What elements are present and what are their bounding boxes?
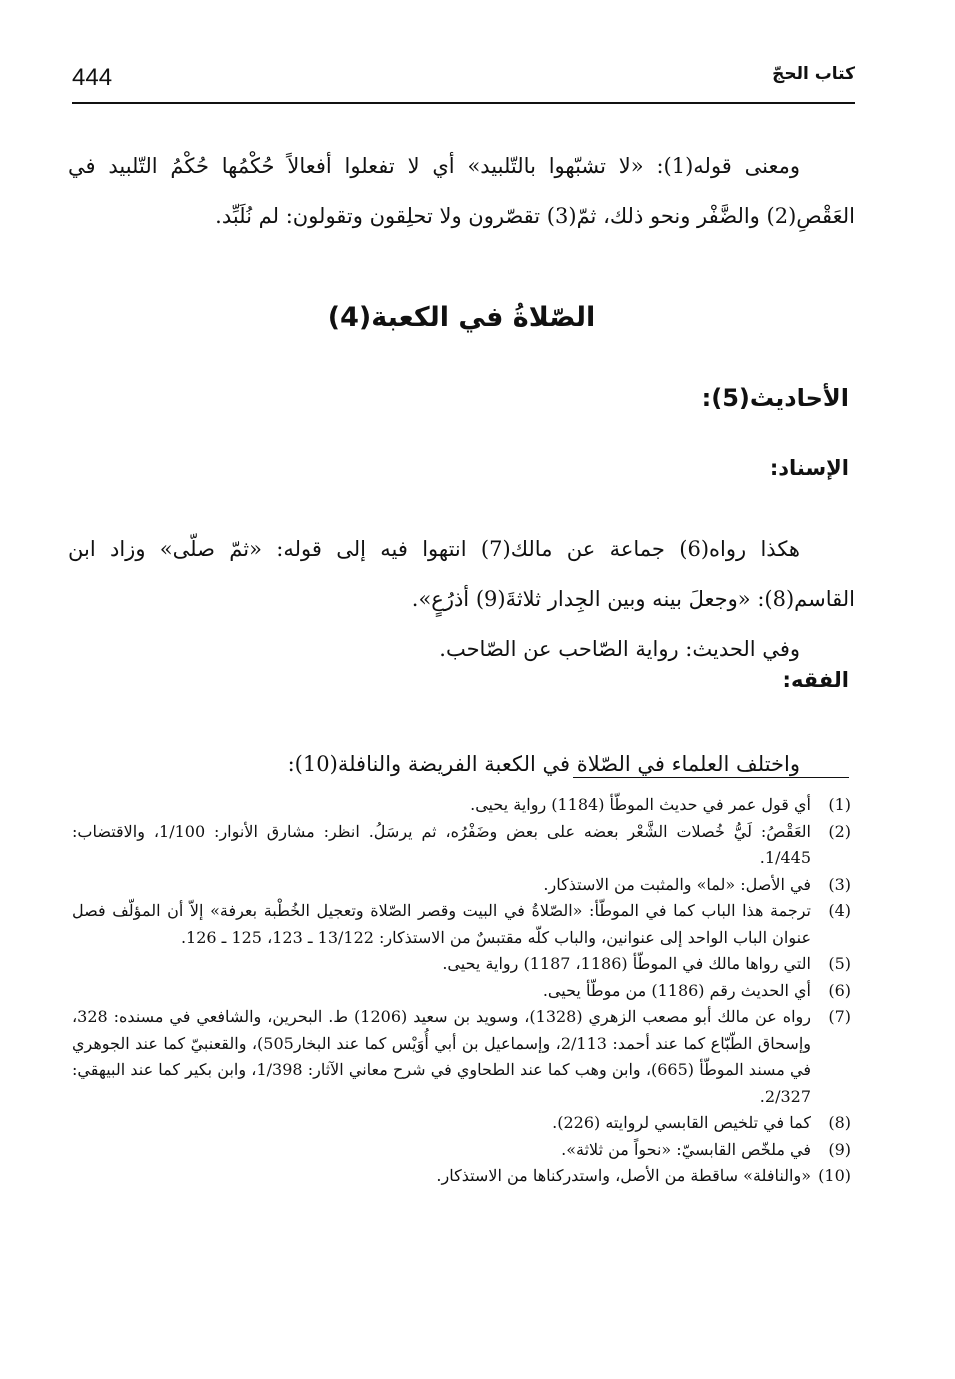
paragraph-3: وفي الحديث: رواية الصّاحب عن الصّاحب. xyxy=(439,637,800,661)
heading-isnad: الإسناد: xyxy=(769,456,849,480)
page-number: 444 xyxy=(72,64,113,91)
footnote-number: (2) xyxy=(828,821,851,841)
page-header xyxy=(72,58,855,104)
footnote-text: في ملخّص القابسيّ: «نحواً من ثلاثة». xyxy=(561,1139,811,1159)
footnote xyxy=(72,898,851,951)
heading-fiqh: الفقه: xyxy=(782,668,849,692)
footnote xyxy=(72,819,851,872)
footnote xyxy=(72,792,851,819)
footnote-number: (9) xyxy=(828,1139,851,1159)
paragraph-2: هكذا رواه(6) جماعة عن مالك(7) انتهوا فيه إلى قوله: «ثمّ صلّى» وزاد ابن القاسم(8): «وجعلَ بينه وبين الجِدار ثلاثةَ(9) أذرُعٍ». xyxy=(68,537,855,611)
footnote-text: في الأصل: «لما» والمثبت من الاستذكار. xyxy=(543,874,811,894)
footnote-number: (4) xyxy=(828,901,851,920)
footnote-text: «والنافلة» ساقطة من الأصل، واستدركناها من الاستذكار. xyxy=(436,1166,811,1185)
footnote xyxy=(72,1110,851,1137)
footnote xyxy=(72,978,851,1005)
footnote xyxy=(72,1163,851,1190)
footnote-number: (1) xyxy=(828,795,851,814)
footnote-text: أي الحديث رقم (1186) من موطّأ يحيى. xyxy=(542,980,811,1000)
footnotes xyxy=(72,792,851,1190)
footnote-separator xyxy=(573,777,849,778)
footnote-number: (5) xyxy=(828,954,851,973)
running-title: كتاب الحجّ xyxy=(772,64,855,84)
footnote-text: رواه عن مالك أبو مصعب الزهري (1328)، وسويد بن سعيد (1206) ط. البحرين، والشافعي في مسنده: 328، وإسحاق الطّبّاع كما عند أحمد: 2/113، وإسماعيل بن أبي أُوَيْس كما عند البخار505)، والقعنبيّ كما عند الجوهري في مسند الموطّأ (665)، وابن وهب كما عند الطحاوي في شرح معاني الآثار: 1/398، وابن بكير كما عند البيهقي: 2/327. xyxy=(72,1007,812,1106)
footnote-text: العَقْصُ: لَيُّ خُصلات الشَّعْر بعضه على بعض وضَفْرُه، ثم يرسَلُ. انظر: مشارق الأنوار: 1/100، والاقتضاب: 1/445. xyxy=(72,821,811,867)
footnote-text: أي قول عمر في حديث الموطّأ (1184) رواية يحيى. xyxy=(470,795,811,814)
footnote-text: كما في تلخيص القابسي لروايته (226). xyxy=(552,1113,811,1132)
footnote-text: التي رواها مالك في الموطّأ (1186، 1187) رواية يحيى. xyxy=(442,954,811,973)
footnote xyxy=(72,1137,851,1164)
footnote-number: (3) xyxy=(828,874,851,894)
section-title: الصّلاةُ في الكعبة(4) xyxy=(327,302,596,333)
footnote xyxy=(72,1004,851,1110)
footnote-number: (8) xyxy=(828,1113,851,1132)
footnote-text: ترجمة هذا الباب كما في الموطّأ: «الصّلاةُ في البيت وقصر الصّلاة وتعجيل الخُطْبة بعرفة» إلاّ أن المؤلّف فصل عنوان الباب الواحد إلى عنوانين، والباب كلّه مقتبسٌ من الاستذكار: 13/122 ـ 123، 125 ـ 126. xyxy=(72,901,811,947)
heading-ahadith: الأحاديث(5): xyxy=(701,384,849,412)
footnote-number: (7) xyxy=(828,1007,851,1026)
footnote xyxy=(72,951,851,978)
footnote-number: (6) xyxy=(828,980,851,1000)
paragraph-4: واختلف العلماء في الصّلاة في الكعبة الفريضة والنافلة(10): xyxy=(287,752,800,776)
paragraph-1: ومعنى قوله(1): «لا تشبّهوا بالتّلبيد» أي لا تفعلوا أفعالاً حُكْمُها حُكْمُ التّلبيد في العَقْصِ(2) والضَّفْر ونحو ذلك، ثمّ(3) تقصّرون ولا تحلِقون وتقولون: لم نُلَبِّد. xyxy=(68,154,855,228)
footnote xyxy=(72,872,851,899)
footnote-number: (10) xyxy=(818,1166,851,1185)
